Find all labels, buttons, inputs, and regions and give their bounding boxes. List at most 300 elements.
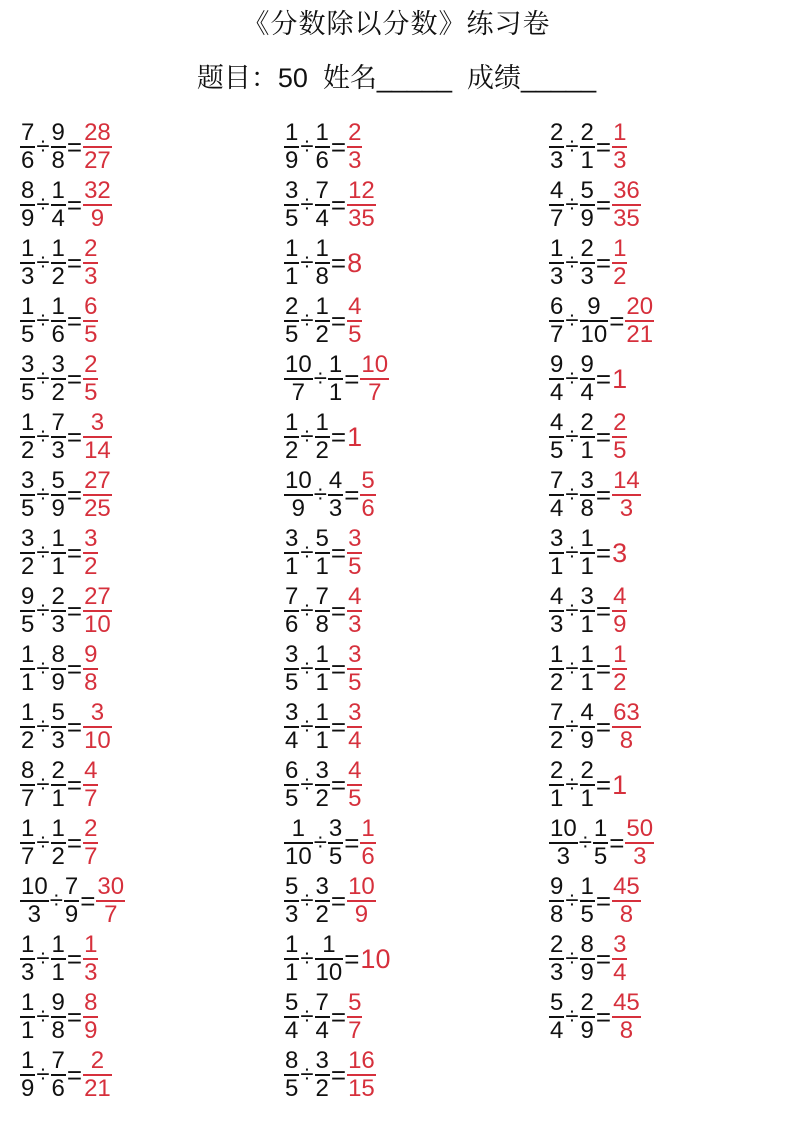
denominator: 14 xyxy=(84,437,111,464)
divisor-fraction xyxy=(315,932,344,986)
answer-fraction xyxy=(360,352,389,406)
numerator: 1 xyxy=(21,235,35,262)
answer-fraction xyxy=(612,700,641,754)
problem-row xyxy=(284,234,390,292)
denominator: 5 xyxy=(285,785,299,812)
divisor-fraction xyxy=(580,990,595,1044)
dividend-fraction xyxy=(284,294,299,348)
denominator: 4 xyxy=(348,727,362,754)
numerator: 5 xyxy=(51,467,65,494)
answer-fraction xyxy=(83,642,98,696)
divide-sign: ÷ xyxy=(565,133,579,160)
divide-sign: ÷ xyxy=(565,713,579,740)
denominator: 8 xyxy=(84,669,98,696)
numerator: 3 xyxy=(328,815,343,842)
problem-row xyxy=(549,524,654,582)
denominator: 9 xyxy=(64,901,79,928)
dividend-fraction xyxy=(20,120,35,174)
equals-sign: = xyxy=(66,131,83,162)
numerator: 1 xyxy=(21,699,35,726)
numerator: 2 xyxy=(550,119,564,146)
equals-sign: = xyxy=(330,885,347,916)
denominator: 8 xyxy=(315,611,329,638)
divisor-fraction xyxy=(315,642,330,696)
divisor-fraction xyxy=(580,642,595,696)
answer-fraction xyxy=(612,120,627,174)
dividend-fraction xyxy=(20,526,35,580)
divide-sign: ÷ xyxy=(578,829,592,856)
answer-fraction xyxy=(612,584,627,638)
divide-sign: ÷ xyxy=(300,249,314,276)
problem-row xyxy=(549,814,654,872)
numerator: 4 xyxy=(348,757,362,784)
equals-sign: = xyxy=(66,827,83,858)
divisor-fraction xyxy=(315,1048,330,1102)
numerator: 1 xyxy=(285,119,299,146)
numerator: 10 xyxy=(361,351,389,378)
numerator: 6 xyxy=(84,293,98,320)
divisor-fraction xyxy=(315,236,330,290)
denominator: 5 xyxy=(84,321,98,348)
answer-fraction xyxy=(612,468,641,522)
denominator: 7 xyxy=(21,785,35,812)
numerator: 7 xyxy=(315,583,329,610)
denominator: 4 xyxy=(550,1017,564,1044)
divide-sign: ÷ xyxy=(36,945,50,972)
numerator: 45 xyxy=(613,873,640,900)
denominator: 1 xyxy=(580,669,594,696)
denominator: 5 xyxy=(285,1075,299,1102)
numerator: 28 xyxy=(84,119,111,146)
numerator: 3 xyxy=(84,525,98,552)
answer-fraction xyxy=(612,236,627,290)
numerator: 4 xyxy=(84,757,98,784)
numerator: 3 xyxy=(613,931,627,958)
divide-sign: ÷ xyxy=(36,191,50,218)
numerator: 1 xyxy=(315,119,329,146)
answer-fraction xyxy=(360,816,375,870)
problem-row xyxy=(284,350,390,408)
dividend-fraction xyxy=(20,816,35,870)
denominator: 4 xyxy=(550,495,564,522)
divide-sign: ÷ xyxy=(49,887,63,914)
denominator: 5 xyxy=(593,843,608,870)
numerator: 3 xyxy=(90,699,105,726)
divide-sign: ÷ xyxy=(313,365,327,392)
equals-sign: = xyxy=(330,131,347,162)
denominator: 1 xyxy=(285,959,299,986)
numerator: 12 xyxy=(348,177,375,204)
equals-sign: = xyxy=(66,943,83,974)
divisor-fraction xyxy=(328,352,343,406)
denominator: 8 xyxy=(550,901,564,928)
denominator: 8 xyxy=(619,727,634,754)
answer-fraction xyxy=(96,874,125,928)
divide-sign: ÷ xyxy=(565,481,579,508)
divisor-fraction xyxy=(580,352,595,406)
denominator: 35 xyxy=(613,205,640,232)
numerator: 3 xyxy=(21,525,35,552)
denominator: 1 xyxy=(21,1017,35,1044)
denominator: 2 xyxy=(21,727,35,754)
numerator: 3 xyxy=(348,525,362,552)
denominator: 9 xyxy=(84,1017,98,1044)
divisor-fraction xyxy=(51,294,66,348)
denominator: 3 xyxy=(633,843,647,870)
denominator: 6 xyxy=(21,147,35,174)
divide-sign: ÷ xyxy=(300,1003,314,1030)
divisor-fraction xyxy=(315,990,330,1044)
numerator: 1 xyxy=(51,293,65,320)
numerator: 1 xyxy=(21,1047,35,1074)
denominator: 3 xyxy=(550,959,564,986)
equals-sign: = xyxy=(66,1001,83,1032)
numerator: 2 xyxy=(84,815,98,842)
dividend-fraction xyxy=(284,816,313,870)
dividend-fraction xyxy=(284,700,299,754)
numerator: 1 xyxy=(51,177,65,204)
denominator: 7 xyxy=(550,205,564,232)
dividend-fraction xyxy=(284,120,299,174)
answer-whole-number: 1 xyxy=(347,421,363,452)
denominator: 3 xyxy=(51,611,65,638)
denominator: 10 xyxy=(580,321,608,348)
numerator: 9 xyxy=(51,989,65,1016)
answer-fraction xyxy=(83,468,112,522)
denominator: 1 xyxy=(580,437,594,464)
problem-row xyxy=(284,756,390,814)
numerator: 1 xyxy=(550,235,564,262)
numerator: 8 xyxy=(84,989,98,1016)
divisor-fraction xyxy=(51,758,66,812)
divisor-fraction xyxy=(580,874,595,928)
denominator: 4 xyxy=(51,205,65,232)
dividend-fraction xyxy=(549,758,564,812)
divide-sign: ÷ xyxy=(36,655,50,682)
numerator: 8 xyxy=(21,757,35,784)
denominator: 9 xyxy=(354,901,369,928)
denominator: 5 xyxy=(348,553,362,580)
worksheet-title: 《分数除以分数》练习卷 xyxy=(242,9,551,39)
divisor-fraction xyxy=(51,990,66,1044)
numerator: 4 xyxy=(348,583,362,610)
divide-sign: ÷ xyxy=(36,597,50,624)
denominator: 1 xyxy=(285,553,299,580)
denominator: 10 xyxy=(315,959,343,986)
numerator: 3 xyxy=(580,467,594,494)
numerator: 2 xyxy=(51,583,65,610)
denominator: 5 xyxy=(328,843,343,870)
denominator: 3 xyxy=(550,147,564,174)
dividend-fraction xyxy=(284,584,299,638)
worksheet-subtitle: 题目：50 姓名_____ 成绩_____ xyxy=(196,63,597,93)
divisor-fraction xyxy=(51,410,66,464)
problem-row xyxy=(549,466,654,524)
problem-row xyxy=(20,350,125,408)
numerator: 1 xyxy=(580,641,594,668)
equals-sign: = xyxy=(595,595,612,626)
denominator: 3 xyxy=(348,611,362,638)
denominator: 10 xyxy=(84,727,111,754)
divide-sign: ÷ xyxy=(300,887,314,914)
answer-fraction xyxy=(347,874,376,928)
problem-row xyxy=(549,930,654,988)
divide-sign: ÷ xyxy=(300,597,314,624)
numerator: 1 xyxy=(550,641,564,668)
denominator: 5 xyxy=(21,379,35,406)
equals-sign: = xyxy=(66,595,83,626)
divisor-fraction xyxy=(580,758,595,812)
numerator: 1 xyxy=(51,525,65,552)
answer-fraction xyxy=(83,178,112,232)
answer-fraction xyxy=(612,642,627,696)
denominator: 3 xyxy=(285,901,299,928)
dividend-fraction xyxy=(284,874,299,928)
denominator: 9 xyxy=(580,959,594,986)
equals-sign: = xyxy=(595,653,612,684)
numerator: 3 xyxy=(285,177,299,204)
divide-sign: ÷ xyxy=(36,249,50,276)
equals-sign: = xyxy=(330,1059,347,1090)
denominator: 3 xyxy=(51,727,65,754)
divide-sign: ÷ xyxy=(36,423,50,450)
numerator: 9 xyxy=(587,293,601,320)
dividend-fraction xyxy=(20,294,35,348)
dividend-fraction xyxy=(284,1048,299,1102)
denominator: 7 xyxy=(104,901,118,928)
equals-sign: = xyxy=(595,131,612,162)
problem-row xyxy=(549,640,654,698)
numerator: 1 xyxy=(361,815,375,842)
divisor-fraction xyxy=(580,932,595,986)
divide-sign: ÷ xyxy=(300,713,314,740)
numerator: 4 xyxy=(550,583,564,610)
divisor-fraction xyxy=(328,816,343,870)
numerator: 10 xyxy=(21,873,48,900)
numerator: 5 xyxy=(285,989,299,1016)
divide-sign: ÷ xyxy=(565,597,579,624)
dividend-fraction xyxy=(284,932,299,986)
denominator: 5 xyxy=(613,437,627,464)
numerator: 1 xyxy=(51,235,65,262)
equals-sign: = xyxy=(595,1001,612,1032)
dividend-fraction xyxy=(284,642,299,696)
answer-fraction xyxy=(612,932,627,986)
problem-row xyxy=(284,176,390,234)
problem-row xyxy=(20,872,125,930)
answer-fraction xyxy=(347,584,362,638)
divisor-fraction xyxy=(580,410,595,464)
denominator: 7 xyxy=(550,321,564,348)
equals-sign: = xyxy=(330,1001,347,1032)
equals-sign: = xyxy=(595,537,612,568)
numerator: 6 xyxy=(285,757,299,784)
problem-row xyxy=(20,814,125,872)
numerator: 7 xyxy=(550,467,564,494)
answer-fraction xyxy=(83,700,112,754)
numerator: 1 xyxy=(613,235,627,262)
numerator: 6 xyxy=(550,293,564,320)
denominator: 8 xyxy=(315,263,329,290)
divide-sign: ÷ xyxy=(565,249,579,276)
numerator: 36 xyxy=(613,177,640,204)
numerator: 8 xyxy=(51,641,65,668)
problem-row xyxy=(20,640,125,698)
dividend-fraction xyxy=(20,932,35,986)
denominator: 6 xyxy=(361,843,375,870)
denominator: 2 xyxy=(51,263,65,290)
numerator: 3 xyxy=(21,467,35,494)
answer-fraction xyxy=(83,758,98,812)
dividend-fraction xyxy=(284,236,299,290)
denominator: 1 xyxy=(315,727,329,754)
divide-sign: ÷ xyxy=(300,423,314,450)
numerator: 5 xyxy=(51,699,65,726)
dividend-fraction xyxy=(549,990,564,1044)
problem-row xyxy=(20,176,125,234)
numerator: 2 xyxy=(580,409,594,436)
denominator: 6 xyxy=(51,321,65,348)
equals-sign: = xyxy=(344,479,360,510)
answer-fraction xyxy=(347,758,362,812)
equals-sign: = xyxy=(609,305,625,336)
denominator: 3 xyxy=(580,263,594,290)
denominator: 1 xyxy=(550,553,564,580)
numerator: 10 xyxy=(550,815,577,842)
numerator: 7 xyxy=(315,177,329,204)
dividend-fraction xyxy=(284,758,299,812)
answer-fraction xyxy=(83,1048,112,1102)
denominator: 1 xyxy=(51,959,65,986)
equals-sign: = xyxy=(66,363,83,394)
numerator: 7 xyxy=(21,119,35,146)
numerator: 5 xyxy=(361,467,375,494)
divide-sign: ÷ xyxy=(36,365,50,392)
divide-sign: ÷ xyxy=(300,771,314,798)
equals-sign: = xyxy=(66,711,83,742)
numerator: 2 xyxy=(613,409,627,436)
denominator: 5 xyxy=(84,379,98,406)
denominator: 3 xyxy=(550,611,564,638)
problem-row xyxy=(284,524,390,582)
divisor-fraction xyxy=(580,294,609,348)
divide-sign: ÷ xyxy=(565,539,579,566)
equals-sign: = xyxy=(66,189,83,220)
divide-sign: ÷ xyxy=(565,365,579,392)
denominator: 9 xyxy=(90,205,105,232)
denominator: 3 xyxy=(613,147,627,174)
denominator: 2 xyxy=(21,437,35,464)
denominator: 10 xyxy=(84,611,111,638)
numerator: 4 xyxy=(613,583,627,610)
denominator: 9 xyxy=(51,495,65,522)
denominator: 5 xyxy=(348,785,362,812)
numerator: 3 xyxy=(21,351,35,378)
numerator: 2 xyxy=(550,931,564,958)
problem-row xyxy=(284,466,390,524)
problem-row xyxy=(549,292,654,350)
numerator: 3 xyxy=(51,351,65,378)
problem-row xyxy=(284,640,390,698)
answer-fraction xyxy=(83,352,98,406)
equals-sign: = xyxy=(595,943,612,974)
denominator: 5 xyxy=(21,611,35,638)
answer-fraction xyxy=(612,874,641,928)
dividend-fraction xyxy=(284,990,299,1044)
equals-sign: = xyxy=(66,1059,83,1090)
numerator: 2 xyxy=(580,989,594,1016)
denominator: 7 xyxy=(21,843,35,870)
divisor-fraction xyxy=(315,584,330,638)
divide-sign: ÷ xyxy=(300,539,314,566)
denominator: 2 xyxy=(613,263,627,290)
denominator: 7 xyxy=(368,379,382,406)
divisor-fraction xyxy=(580,120,595,174)
dividend-fraction xyxy=(549,236,564,290)
divide-sign: ÷ xyxy=(565,191,579,218)
problem-row xyxy=(549,234,654,292)
denominator: 1 xyxy=(51,553,65,580)
denominator: 6 xyxy=(315,147,329,174)
denominator: 2 xyxy=(315,1075,329,1102)
dividend-fraction xyxy=(549,526,564,580)
denominator: 4 xyxy=(315,205,329,232)
dividend-fraction xyxy=(284,468,313,522)
numerator: 1 xyxy=(315,409,329,436)
problem-row xyxy=(20,292,125,350)
equals-sign: = xyxy=(66,653,83,684)
numerator: 7 xyxy=(64,873,79,900)
problem-row xyxy=(20,698,125,756)
problem-row xyxy=(284,988,390,1046)
divisor-fraction xyxy=(593,816,608,870)
equals-sign: = xyxy=(80,885,96,916)
numerator: 5 xyxy=(315,525,329,552)
equals-sign: = xyxy=(609,827,625,858)
divide-sign: ÷ xyxy=(565,1003,579,1030)
equals-sign: = xyxy=(330,305,347,336)
denominator: 1 xyxy=(315,553,329,580)
answer-fraction xyxy=(347,642,362,696)
problem-row xyxy=(20,466,125,524)
denominator: 8 xyxy=(51,1017,65,1044)
problem-row xyxy=(549,872,654,930)
denominator: 15 xyxy=(348,1075,375,1102)
denominator: 1 xyxy=(580,553,594,580)
divisor-fraction xyxy=(51,526,66,580)
answer-fraction xyxy=(83,294,98,348)
numerator: 1 xyxy=(315,235,329,262)
equals-sign: = xyxy=(595,421,612,452)
answer-fraction xyxy=(83,236,98,290)
denominator: 35 xyxy=(348,205,375,232)
numerator: 10 xyxy=(348,873,375,900)
denominator: 5 xyxy=(348,669,362,696)
numerator: 1 xyxy=(285,931,299,958)
denominator: 5 xyxy=(348,321,362,348)
numerator: 1 xyxy=(21,641,35,668)
numerator: 3 xyxy=(550,525,564,552)
problem-row xyxy=(20,118,125,176)
numerator: 1 xyxy=(328,351,343,378)
divisor-fraction xyxy=(51,120,66,174)
denominator: 7 xyxy=(291,379,306,406)
numerator: 1 xyxy=(322,931,336,958)
denominator: 27 xyxy=(84,147,111,174)
problem-row xyxy=(549,176,654,234)
numerator: 1 xyxy=(285,235,299,262)
denominator: 10 xyxy=(285,843,312,870)
